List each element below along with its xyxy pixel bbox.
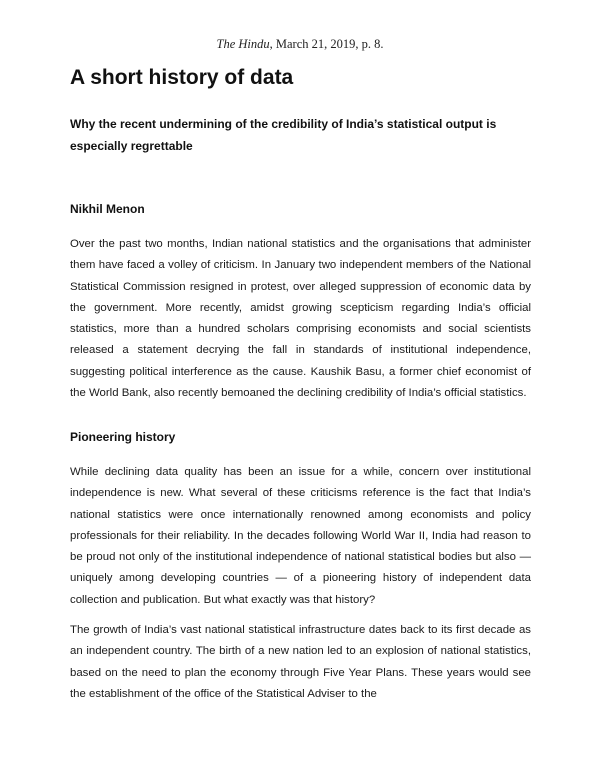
- article-title: A short history of data: [70, 66, 294, 89]
- body-paragraph-2: While declining data quality has been an issue for a while, concern over institutional independence is new. What several of these criticisms reference is the fact that India’s national statistics were once internationally renowned among economists and policy professionals for their reliability. In the decades following World War II, India had reason to be proud not only of the institutional independence of national statistical bodies but also — uniquely among developing countries — of a pioneering history of independent data collection and publication. But what exactly was that history?: [70, 466, 531, 606]
- body-paragraph-3: The growth of India’s vast national statistical infrastructure dates back to its first decade as an independent country. The birth of a new nation led to an explosion of national statistics, based on the need to plan the economy through Five Year Plans. These years would see the establishment of the office of the Statistical Adviser to the: [70, 624, 531, 700]
- body-paragraph-1: Over the past two months, Indian national statistics and the organisations that administer them have faced a volley of criticism. In January two independent members of the National Statistical Commission resigned in protest, over alleged suppression of economic data by the government. More recently, amidst growing scepticism regarding India’s official statistics, more than a hundred scholars comprising economists and social scientists released a statement decrying the fall in standards of institutional independence, suggesting political interference as the cause. Kaushik Basu, a former chief economist of the World Bank, also recently bemoaned the declining credibility of India’s official statistics.: [70, 238, 531, 400]
- article-subtitle: Why the recent undermining of the credibility of India’s statistical output is especially regrettable: [70, 117, 497, 153]
- section-heading: Pioneering history: [70, 430, 176, 444]
- article-author: Nikhil Menon: [70, 202, 145, 216]
- citation-details: , March 21, 2019, p. 8.: [269, 37, 384, 51]
- publication-name: The Hindu: [216, 37, 270, 51]
- citation-line: [0, 37, 600, 52]
